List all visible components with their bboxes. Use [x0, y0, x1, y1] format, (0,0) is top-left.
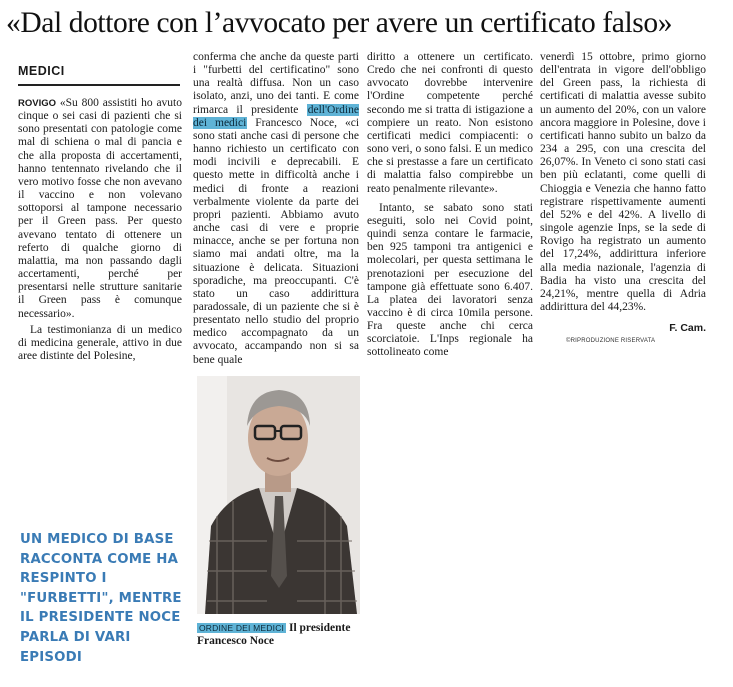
portrait-illustration — [197, 376, 360, 614]
paragraph-text: conferma che anche da queste parti i "furbetti del certificatino" sono una realtà diffusa. Non un caso isolato, anzi, uno dei tanti. E come rimarca il presidente — [193, 51, 359, 116]
paragraph-text: Francesco Noce, «ci sono stati anche casi di persone che hanno richiesto un certificato con modi incivili e deprecabili. E questo mette in difficoltà anche i medici di fronte a reazioni verbalmente violente da parte dei propri pazienti. Abbiamo avuto anche casi di vere e proprie minacce, anche se per fortuna non siamo mai andati oltre, ma la situazione è delicata. Situazioni sporadiche, ma preoccupanti. C'è stato un caso addirittura paradossale, di un paziente che si è presentato nello studio del proprio medico accompagnato da un avvocato, accampando non si sa bene quale — [193, 116, 360, 366]
column-1 — [18, 97, 182, 363]
paragraph — [193, 51, 359, 367]
pull-quote: UN MEDICO DI BASE RACCONTA COME HA RESPINTO I "FURBETTI", MENTRE IL PRESIDENTE NOCE PARLA DI VARI EPISODI — [20, 532, 182, 665]
column-2 — [193, 51, 359, 367]
column-4 — [540, 51, 706, 335]
paragraph-text: «Su 800 assistiti ho avuto cinque o sei casi di pazienti che si sono presentati con patologie come mal di schiena o mal di pancia e che alla proposta di accertamenti, hanno tentennato rivelando che il vero motivo fosse che non avevano il vaccino e non volevano sottoporsi al tampone necessario per il Green pass. Per questo avevano tentato di ottenere un referto di qualche giorno di malattia, ma non passando dagli accertamenti, perché per presentarsi nelle strutture sanitarie il Green pass è comunque necessario». — [18, 97, 183, 320]
headline: «Dal dottore con l’avvocato per avere un certificato falso» — [6, 7, 673, 39]
column-3 — [367, 51, 533, 360]
paragraph: La testimonianza di un medico di medicina generale, attivo in due aree distinte del Polesine, — [18, 323, 182, 362]
dateline-city: ROVIGO — [18, 98, 57, 109]
caption-text: Il presidente Francesco Noce — [197, 622, 351, 647]
caption-tag: ORDINE DEI MEDICI — [199, 623, 285, 633]
paragraph: Intanto, se sabato sono stati eseguiti, solo nei Covid point, quindi senza contare le farmacie, ben 925 tamponi tra antigenici e molecolari, per questa settimana le prenotazioni per esecuzione del tampone già effettuate sono 6.407. La platea dei lavoratori senza vaccino è di circa 10mila persone. Fra queste anche chi cerca scorciatoie. L'Inps regionale ha sottolineato come — [367, 201, 533, 359]
paragraph: diritto a ottenere un certificato. Credo che nei confronti di questo avvocato dovrebbe intervenire l'Ordine competente perché secondo me si tratta di istigazione a compiere un reato. Non esistono certificati medici compiacenti: o sono veri, o sono falsi. E un medico che si prestasse a fare un certificato di malattia falso compirebbe un reato penalmente rilevante». — [367, 51, 533, 195]
paragraph — [18, 97, 182, 321]
portrait-photo — [197, 376, 360, 614]
paragraph: venerdì 15 ottobre, primo giorno dell'entrata in vigore dell'obbligo del Green pass, la richiesta di certificati di malattia avesse subito un aumento del 20%, con un valore ancora maggiore in Polesine, dove i certificati hanno subito un balzo da 234 a 295, con una crescita del 26,07%. In Veneto ci sono stati casi ben più eclatanti, come quelli di Chioggia e Venezia che hanno fatto registrare rispettivamente aumenti del 52% e del 42%. A livello di singole agenzie Inps, se la sede di Rovigo ha registrato un aumento del 17,24%, addirittura inferiore alla media nazionale, l'agenzia di Badia ha visto una crescita del 24,21%, mentre quella di Adria addirittura del 44,23%. — [540, 51, 706, 313]
copyright-notice: ©RIPRODUZIONE RISERVATA — [566, 338, 656, 344]
byline: F. Cam. — [669, 322, 706, 335]
section-rule — [18, 84, 180, 86]
section-label: MEDICI — [18, 64, 65, 78]
photo-caption — [197, 622, 367, 648]
highlighted-phrase: dell'Ordine dei medici — [193, 103, 359, 129]
